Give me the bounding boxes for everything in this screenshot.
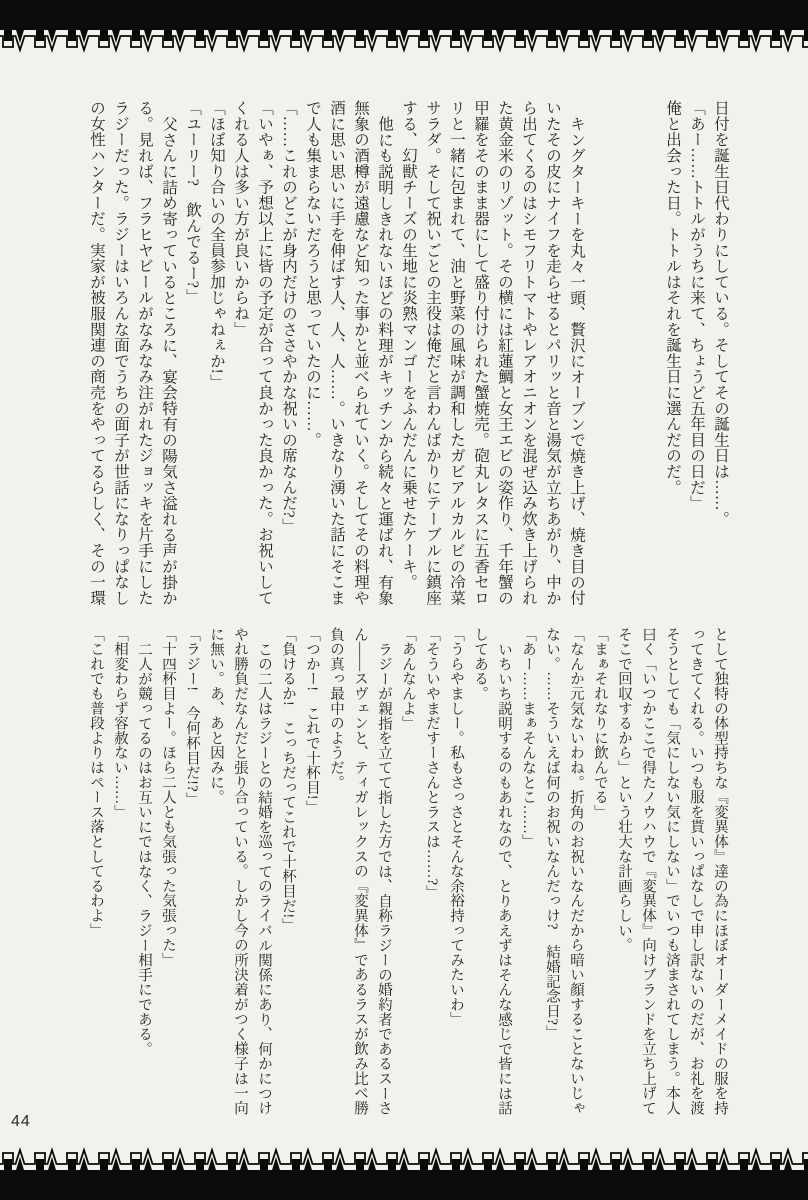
paragraph: 「ユーリー? 飲んでるー?」 xyxy=(184,100,201,304)
paragraph: 「そういやまだすーさんとラスは……?」 xyxy=(424,627,440,901)
paragraph: 「負けるか! こっちだってこれで十杯目だ!」 xyxy=(280,627,296,934)
paragraph: 「なんか元気ないわね。折角のお祝いなんだから暗い顔することないじゃない。……そういえば何のお祝いなんだっけ? 結婚記念日?」 xyxy=(544,627,584,1116)
paragraph: ラジーが親指を立てて指した方では、自称ラジーの婚約者であるスーさん――スヴェンと、ティガレックスの『変異体』であるラスが飲み比べ勝負の真っ最中のようだ。 xyxy=(328,627,392,1116)
paragraph: 父さんに詰め寄っているところに、宴会特有の陽気さ溢れる声が掛かる。見れば、フラヒヤビールがなみなみ注がれたジョッキを片手にしたラジーだった。ラジーはいろんな面でうちの面子が世話になりっぱなしの女性ハンターだ。実家が被服関連の商売をやってるらしく、その一環 xyxy=(88,100,177,606)
lace-pattern-bottom xyxy=(0,1144,808,1200)
paragraph: 「ほぼ知り合いの全員参加じゃねぇか!」 xyxy=(208,100,225,390)
paragraph: 「これでも普段よりはペース落としてるわよ」 xyxy=(88,627,104,938)
paragraph: いちいち説明するのもあれなので、とりあえずはそんな感じで皆には話してある。 xyxy=(472,627,512,1116)
paragraph: 「まぁそれなりに飲んでる」 xyxy=(592,627,608,820)
paragraph: 他にも説明しきれないほどの料理がキッチンから続々と運ばれ、有象無象の酒樽が遠慮など知った事かと並べられていく。そしてその料理や酒に思い思いに手を伸ばす人、人、人……。いきなり湧いた話にそこまで人も集まらないだろうと思っていたのに……。 xyxy=(304,100,393,606)
paragraph: キングターキーを丸々一頭、贅沢にオーブンで焼き上げ、焼き目の付いたその皮にナイフを走らせるとパリッと音と湯気が立ちあがり、中から出てくるのはシモフリトマトやレアオニオンを混ぜ込み炊き上げられた黄金米のリゾット。その横には紅蓮鯛と女王エビの姿作り、千年蟹の甲羅をそのまま器にして盛り付けられた蟹焼売。砲丸レタスに五香セロリと一緒に包まれて、油と野菜の風味が調和したガビアルカルビの冷菜サラダ。そして祝いごとの主役は俺だと言わんばかりにテーブルに鎮座する、幻獣チーズの生地に炎熟マンゴーをふんだんに乗せたケーキ。 xyxy=(400,100,585,606)
paragraph: 「十四杯目よー。ほら二人とも気張った気張った」 xyxy=(160,627,176,968)
text-area xyxy=(58,100,732,1127)
lace-pattern-top xyxy=(0,0,808,56)
page-number: 44 xyxy=(11,1113,31,1130)
paragraph: 「うらやましー。私もさっさとそんな余裕持ってみたいわ」 xyxy=(448,627,464,1027)
lower-text-block xyxy=(58,627,732,1127)
paragraph: として独特の体型持ちな『変異体』達の為にほぼオーダーメイドの服を持ってきてくれる。いつも服を貰いっぱなしで申し訳ないのだが、お礼を渡そうとしても「気にしない気にしない」でいつも済まされてしまう。本人曰く「いつかここで得たノウハウで『変異体』向けブランドを立ち上げてそこで回収するから」という壮大な計画らしい。 xyxy=(616,627,728,1116)
paragraph: 俺と出会った日。トトルはそれを誕生日に選んだのだ。 xyxy=(664,100,681,495)
upper-text-block xyxy=(58,100,732,615)
paragraph: 「いやぁ、予想以上に皆の予定が合って良かった良かった。お祝いしてくれる人は多い方が良いからね」 xyxy=(232,100,273,606)
paragraph: 「ラジー! 今何杯目だ!?」 xyxy=(184,627,200,807)
paragraph: 日付を誕生日代わりにしている。そしてその誕生日は……。 xyxy=(712,100,729,527)
paragraph: 「あー……トトルがうちに来て、ちょうど五年目の日だ」 xyxy=(688,100,705,511)
paragraph: 「……これのどこが身内だけのささやかな祝いの席なんだ?」 xyxy=(280,100,297,534)
paragraph: 「つかー! これで十杯目!」 xyxy=(304,627,320,815)
paragraph: 「相変わらず容赦ない……」 xyxy=(112,627,128,820)
paragraph: 二人が競ってるのはお互いにではなく、ラジー相手にである。 xyxy=(136,641,152,1056)
paragraph: 「あー……まぁそんなとこ……」 xyxy=(520,627,536,849)
decorative-lace-border-bottom-icon xyxy=(0,1144,808,1200)
paragraph: 「あんなんよ」 xyxy=(400,627,416,731)
decorative-lace-border-top-icon xyxy=(0,0,808,56)
paragraph: この二人はラジーとの結婚を巡ってのライバル関係にあり、何かにつけやれ勝負だなんだと張り合っている。しかし今の所決着がつく様子は一向に無い。あ、あと因みに。 xyxy=(208,627,272,1116)
